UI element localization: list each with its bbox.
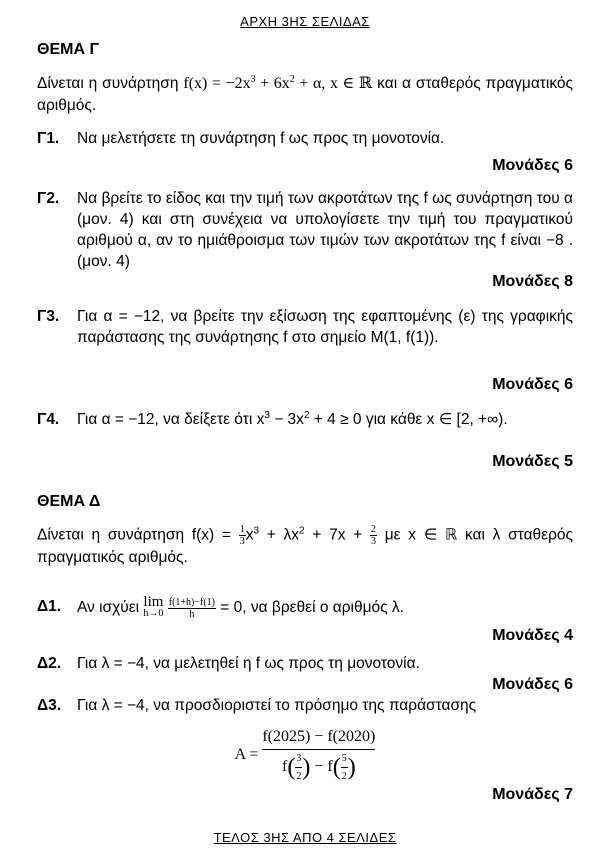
question-text: Για α = −12, να δείξετε ότι $x^3 - 3x^2 + 4 \ge 0$ για κάθε x ∈ [2, +∞). xyxy=(77,410,508,428)
question-d1 xyxy=(37,596,573,620)
units-d1: Μονάδες 4 xyxy=(492,627,573,644)
question-d3 xyxy=(37,695,573,716)
theme-c-intro: Δίνεται η συνάρτηση $f(x) = -2x^3 + 6x^2 + \alpha$, x ∈ ℝ και α σταθερός πραγματικός αριθμός. xyxy=(37,74,573,114)
expression-A: A = f(2025) − f(2020) f( $\frac{3}{2}$ ) − f( $\frac{5}{2}$ ) xyxy=(234,728,376,782)
question-c1 xyxy=(37,128,573,149)
units-d2: Μονάδες 6 xyxy=(492,676,573,693)
question-label: Γ4. xyxy=(37,411,60,428)
question-text: Για λ = −4, να προσδιοριστεί το πρόσημο της παράστασης xyxy=(77,697,477,714)
question-label: Δ3. xyxy=(37,697,62,714)
question-text: Αν ισχύει lim h→0 $\frac{f(1+h)-f(1)}{h}$ = 0, να βρεθεί ο αριθμός λ. xyxy=(77,594,404,620)
page-header: ΑΡΧΗ 3ΗΣ ΣΕΛΙΔΑΣ xyxy=(240,14,370,29)
question-label: Γ3. xyxy=(37,308,60,325)
question-label: Γ2. xyxy=(37,190,60,207)
question-c2 xyxy=(37,188,573,272)
question-c4 xyxy=(37,409,573,430)
question-text: Για λ = −4, να μελετηθεί η f ως προς τη μονοτονία. xyxy=(77,655,420,672)
fraction: $\frac{1}{3}$ xyxy=(239,524,245,547)
fraction: $\frac{f(1+h)-f(1)}{h}$ xyxy=(168,596,215,620)
units-c4: Μονάδες 5 xyxy=(492,453,573,470)
question-label: Δ1. xyxy=(37,598,62,615)
theme-c-title: ΘΕΜΑ Γ xyxy=(37,41,100,58)
fraction: f(2025) − f(2020) f( $\frac{3}{2}$ ) − f( $\frac{5}{2}$ ) xyxy=(262,728,376,782)
theme-d-intro: Δίνεται η συνάρτηση f(x) = $\frac{1}{3}$ $x^3 + \lambda x^2 + 7x$ + $\frac{2}{3}$ με x ∈ ℝ και λ σταθερός πραγματικός αριθμός. xyxy=(37,524,573,566)
page-footer: ΤΕΛΟΣ 3ΗΣ ΑΠΟ 4 ΣΕΛΙΔΕΣ xyxy=(213,830,397,845)
theme-d-title: ΘΕΜΑ Δ xyxy=(37,493,101,510)
units-c2: Μονάδες 8 xyxy=(492,273,573,290)
question-c3 xyxy=(37,306,573,348)
fraction: $\frac{2}{3}$ xyxy=(370,524,376,547)
units-c1: Μονάδες 6 xyxy=(492,157,573,174)
question-text: Για α = −12, να βρείτε την εξίσωση της εφαπτομένης (ε) της γραφικής παράστασης της συνάρτησης f στο σημείο M(1, f(1)). xyxy=(77,308,573,346)
question-text: Να βρείτε το είδος και την τιμή των ακροτάτων της f ως συνάρτηση του α (μον. 4) και στη συνέχεια να υπολογίσετε την τιμή του πραγματικού αριθμού α, αν το ημιάθροισμα των τιμών των ακροτάτων της f είναι −8 . (μον. 4) xyxy=(77,190,573,270)
question-label: Δ2. xyxy=(37,655,62,672)
limit: lim h→0 xyxy=(143,594,164,619)
units-c3: Μονάδες 6 xyxy=(492,376,573,393)
question-d2 xyxy=(37,653,573,674)
question-text: Να μελετήσετε τη συνάρτηση f ως προς τη μονοτονία. xyxy=(77,130,445,147)
question-label: Γ1. xyxy=(37,130,60,147)
units-d3: Μονάδες 7 xyxy=(492,786,573,803)
